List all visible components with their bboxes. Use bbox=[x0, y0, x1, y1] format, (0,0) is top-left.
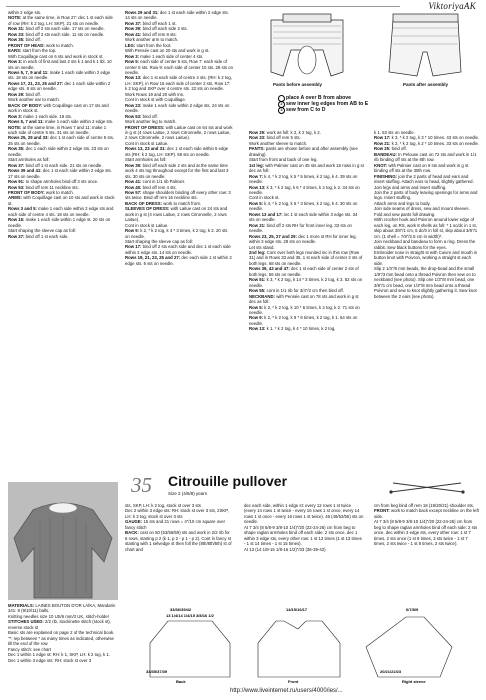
front-piece-outline bbox=[258, 621, 340, 677]
paragraph: Row 5: k 2, * k 2 tog, k 10 * 6 times, k 2 tog, k 2. 71 sts on needle. bbox=[249, 304, 360, 315]
schematic-drawings bbox=[140, 603, 481, 685]
paragraph: Dec 1 within 3 edge sts: RH: stock st over 3 bbox=[8, 657, 92, 663]
pants-after-waistband bbox=[393, 14, 458, 22]
front-label: Front bbox=[288, 679, 299, 684]
paragraph: Work another leg to match. bbox=[125, 119, 177, 125]
paragraph: within 2 edge sts. bbox=[8, 10, 42, 15]
paragraph: Row 13: dec 1 st each side of centre 4 sts. (RH: k 2 tog, LH: SKP), in Row 15 each side of center 2 sts, Row 17: k 2 tog and SKP over 4 centre sts. 22 sts on needle. bbox=[125, 75, 233, 92]
paragraph: Rows 29 and 31: dec 1 st each side within 2 edge sts. 14 sts on needle. bbox=[125, 10, 229, 21]
paragraph: Row 29: bind off. bbox=[8, 91, 41, 97]
paragraph: Row 53: bind off. bbox=[125, 113, 158, 119]
legend-text: sew inner leg edges from AB to E bbox=[286, 101, 369, 108]
paragraph: Start shaping the sleeve cap as foll: bbox=[125, 239, 193, 245]
paragraph: With Coquillage cast on 6 sts and work in stock st. bbox=[8, 53, 104, 59]
pants-after-shape bbox=[389, 20, 461, 76]
paragraph: Rows 39 and 41: dec 1 st each side within 2 edge sts. 17 sts on needle. bbox=[8, 168, 112, 179]
paragraph: Row 55: cont in 1/1 rib for 3/4"/2 cm then bind off. bbox=[249, 288, 344, 294]
paragraph: Row 57: shape shoulders binding off every other row: 3 sts twice. Bind off rem 16 neckline sts. bbox=[125, 189, 231, 201]
column-4-text bbox=[374, 130, 480, 299]
paragraph: Rows 13 and 17: inc 1 st each side within 3 edge sts. 34 sts on needle. bbox=[249, 211, 358, 223]
pullover-text-col1 bbox=[125, 503, 233, 552]
paragraph: Row 5: k 4, * k 2 tog, k 6 * 3 times, k 2 tog, k 4. 30 sts on needle. bbox=[249, 200, 358, 212]
paragraph: Row 7: k 4, * k 2 tog, k 5 * 5 times, k 2 tog, k 4. 39 sts on needle. bbox=[249, 173, 358, 185]
paragraph: BACK OF BODY: with Coquillage cast on 17 sts and work in stock st. bbox=[8, 102, 109, 114]
paragraph: Row 37: bind off 1 st each side. 21 sts on needle. bbox=[8, 162, 103, 168]
brand-signature: ViktoriyaAK bbox=[428, 1, 476, 11]
paragraph: 1st leg: with Palmier cast on 45 sts and work 18 rows in g st dec as foll: bbox=[249, 162, 364, 174]
paragraph: Row 5: each side of center 6 sts, Row 7: each side of center 8 sts. Row 9: each side of center 10 sts. 28 sts on needle. bbox=[125, 59, 233, 75]
paragraph: At 7 3/4 (8 5/8-9 3/8-10 1/4)"/20 (22-24-26) cm from beg to shape raglan armholes bind off each side: 2 sts once, dec 1 within 3 edge sts, every other row: 1 st 12 times (1 st 13 times - 1 st 14 times - 1 st 15 times). bbox=[244, 524, 362, 547]
paragraph: Row 27: bind off 1 st each side. bbox=[8, 233, 69, 239]
paragraph: NECKBAND: with Pensée cast on 78 sts and work in g st dec as foll: bbox=[249, 293, 359, 305]
paragraph: Join legs and arms and insert stuffing. bbox=[374, 184, 447, 190]
paragraph: Join neckband and bandeau to form a ring. Dress the rabbit. Sew black buttons for the eyes. bbox=[374, 239, 476, 250]
sleeve-label: Right sleeve bbox=[402, 679, 426, 684]
paragraph: Dec 1 within 1 edge st: RH: k 1, SKP, LH: k 2 tog, k 1. bbox=[8, 652, 110, 658]
paragraph: With crochet hook and Poivron around lower edge of each leg, on RS, work 8 shells as foll: * 1 sc/dc in 1 st, skip about 3/8"/1 cm, 6 dc/tr in foll st, skip about 3/8"/1 cm. (1 shell = 7/8"/2.5 cm in width)*. bbox=[374, 217, 478, 239]
paragraph: Row 31: bind off 2 sts each side. 17 sts on needle. bbox=[8, 26, 105, 32]
paragraph: Cont in stock st with Coquillage. bbox=[125, 97, 186, 103]
paragraph: Attach arms and legs to body. bbox=[374, 200, 431, 206]
paragraph: Row 29: work as foll: k 2, k 2 tog, k 2. bbox=[249, 130, 321, 135]
front-top-measure: 14/15/16/17 bbox=[286, 607, 308, 612]
paragraph: Row 15: make 1 each side within 1 edge st. 20 sts on needle. bbox=[8, 217, 111, 228]
paragraph: Rows 3 and 5: make 1 each side within 2 edge sts and each side of centre 4 sts. 18 sts on needle. bbox=[8, 206, 114, 217]
materials-text bbox=[8, 603, 118, 663]
paragraph: Knitting needles size 10 US/6 mm/3 UK, stitch-holder bbox=[8, 613, 110, 619]
paragraph: FRONT: work to match back except neckline on the left side. bbox=[374, 508, 479, 519]
paragraph: Rows 19, 21, 23, 25 and 27: dec each side 1 st within 2 edge sts. 6 sts on needle. bbox=[125, 255, 232, 266]
column-1-text bbox=[8, 10, 116, 239]
paragraph: Row 51: k 3, * k 2 tog, k 14 * 3 times, k 2 tog, k 3. 52 sts on needle. bbox=[249, 277, 363, 288]
paragraph: Row 3: make 1 each side. 19 sts. bbox=[8, 113, 73, 119]
paragraph: Row 17: k 3, * k 2 tog, k 3 * 10 times. 43 sts on needle. bbox=[374, 135, 480, 141]
header-rule bbox=[6, 6, 400, 7]
paragraph: Row 9: k 2, * k 2 tog, k 4 * 3 times, k 2 tog, k 2. 20 sts on needle. bbox=[125, 228, 228, 239]
back-top-measure: 33/36/39/42 bbox=[170, 607, 192, 612]
paragraph: Join side seams of dress, sew and mount sleeves. bbox=[374, 206, 470, 212]
back-bottom-measure: 33/35/37/39 bbox=[146, 669, 168, 674]
paragraph: Cont in stock st Laitue. bbox=[125, 222, 169, 228]
paragraph: FRONT OF BODY: work to match. bbox=[8, 189, 74, 195]
back-top-measure-inches: 13 1/4/14 1/4/15 3/8/16 1/2 bbox=[166, 613, 214, 618]
legend-text: sew from C to D bbox=[286, 107, 326, 114]
paragraph: Row 13: k 1, * k 2 tog, k 4 * 10 times, k 2 tog, bbox=[249, 326, 336, 332]
paragraph: BACK OF DRESS: work to match front. bbox=[125, 200, 201, 206]
paragraph: NOTE: at the same time, in Row 27: dec 1 st each side of row (RH: k 2 tog, LH: SKP). 21 sts on needle. bbox=[8, 15, 113, 26]
paragraph: NOTE: at the same time, in Rows 7 and 11: make 1 each side of centre 5 sts. 31 sts on needle. bbox=[8, 124, 107, 135]
paragraph: ARMS: with Coquillage cast on 10 sts and work in stock st. bbox=[8, 195, 115, 206]
knitting-needles-icon bbox=[389, 480, 465, 494]
paragraph: Row 37: bind off each 1 st. bbox=[125, 20, 177, 26]
column-2-text bbox=[125, 10, 233, 266]
paragraph: GAUGE: 15 sts and 21 rows = 4"/10 cm square over fancy stitch bbox=[125, 519, 226, 530]
pattern-name: Citrouille pullover bbox=[168, 473, 288, 489]
paragraph: LEG: start from the foot. bbox=[125, 42, 172, 48]
paragraph: BACK: cast on 50 (53/56/59) sts and work in 2/2 rib for 6 rows, starting p 2 (k 1, p 2 - p 1 - p 2). Cont in fancy st starting with 1 selvedge st then foll the (8th/8th/5th) st of chart and bbox=[125, 530, 232, 552]
footer-url: http://www.liveinternet.ru/users/4000/ies/... bbox=[230, 688, 343, 694]
before-caption: Pants before assembly bbox=[273, 82, 323, 87]
paragraph: Row 33: bind off rem 5 sts. bbox=[249, 135, 301, 141]
paragraph: EARS: start from the top. bbox=[8, 48, 57, 54]
paragraph: Row 21: k 2, * k 2 tog, k 2 * 10 times. 33 sts on needle. bbox=[374, 140, 480, 146]
pullover-text-col2 bbox=[244, 503, 364, 552]
paragraph: Row 21: bind off 2 sts RH for front inner leg. 32 sts on needle. bbox=[249, 222, 352, 234]
paragraph: At 13 (14 1/8-15 1/8-16 1/2)"/33 (36-39-42) bbox=[244, 546, 326, 552]
paragraph: Work another ear to match. bbox=[8, 97, 60, 103]
paragraph: dec each side, within 1 edge st: every 12 rows 1 st twice (every 14 rows 1 st twice - every 16 rows 1 st once, every 14 rows 1 st once - every 16 rows 1 st twice). 46 (49/52/55) sts on needle. bbox=[244, 503, 364, 525]
paragraph: Dec 2 within 3 edge sts: RH: stock st over 3 sts, 2SKP, LH: k 3 tog, stock st over 3 sts bbox=[125, 508, 229, 519]
paragraph: Row 41: cont in 1/1 rib Palmier. bbox=[125, 179, 186, 185]
paragraph: Cont in stock st. bbox=[249, 195, 280, 201]
paragraph: Row 35: dec 1 each side within 2 edge sts. 23 sts on needle. bbox=[8, 146, 109, 157]
paragraph: Row 17: bind off 2 sts each side and dec 1 st each side within 2 edge sts. 14 sts on needle. bbox=[125, 244, 231, 255]
paragraph: Row 33: bind off 3 sts each side. 11 sts on needle. bbox=[8, 31, 105, 37]
back-label: Back bbox=[176, 679, 186, 684]
paragraph: Fold and sew pants foll drawing. bbox=[374, 211, 436, 217]
paragraph: Row 23: make 1 each side within 2 edge sts. 24 sts on needle. bbox=[125, 102, 230, 114]
paragraph: 2nd leg: Cont over both legs reunited inc in this row (Row 31) and in Rows 33 and 35. 1 st each side of center 2 sts of both legs. 68 sts on needle. bbox=[249, 249, 363, 266]
paragraph: Row 3: in each of first and last 2 sts k 1 and k 1 tbl. 10 sts on needle. bbox=[8, 59, 112, 70]
paragraph: At 7 3/4 (8 5/8-9 3/8-10 1/4)"/20 (22-24-26) cm from beg to shape raglan armholes bind off each side: 2 sts once, dec within 3 edge sts, every other row: 1 st 7 times, 2 sts once (1 st 8 times, 2 sts twice - 1 st 7 times, 2 sts twice - 1 st 8 times, 2 sts twice). bbox=[374, 519, 478, 547]
paragraph: Rows 13, 23 and 31: dec 1 st each side within 5 edge sts (RH: k 2 tog, LH: SKP). 58 sts on needle. bbox=[125, 146, 229, 157]
paragraph: Start armholes as foll: bbox=[8, 157, 50, 163]
paragraph: Slip 2 1/3"/6 mm beads, the drop-bead and the small 1/8"/3 mm bead onto a thread Poivron then sew on to neckband (see photo). Slip one 1/3"/8 mm bead, one 3/8"/1 cm bead, one 1/3"/8 mm bead onto a thread Poivron and sew to knot slightly gathering it. Sew knot between the 2 ears (see photo). bbox=[374, 266, 477, 299]
paragraph: Row 41: bind off rem 8 sts. bbox=[125, 31, 177, 37]
paragraph: Fancy stitch: see chart bbox=[8, 646, 51, 652]
sleeve-top-measure: 6/7/8/9 bbox=[406, 607, 419, 612]
paragraph: Basic sts are explained on page 2 of the technical book. bbox=[8, 630, 115, 636]
pullover-schematic bbox=[140, 603, 481, 685]
paragraph: k 1. 53 sts on needle. bbox=[374, 130, 415, 135]
paragraph: BANDEAU: In Pelouse cast on 72 sts and work in 1/1 rib binding off sts at the 8th row. bbox=[374, 151, 477, 163]
pullover-text-col3 bbox=[374, 503, 480, 547]
pattern-number: 35 bbox=[131, 473, 152, 497]
paragraph: FRONT OF DRESS: with Laitue cast on 64 sts and work in g st (4 rows Laitue, 2 rows Citronnelle, 2 rows Laitue, 2 rows Citronnelle, 2 rows Laitue). bbox=[125, 124, 233, 141]
pullover-illustration bbox=[8, 482, 118, 600]
paragraph: Work Rows 19 and 20 with Ins. bbox=[125, 91, 185, 97]
paragraph: Row 9: k 2, * k 2 tog, k 9 * 6 times, k 2 tog, k 1. 64 sts on needle. bbox=[249, 315, 358, 326]
paragraph: sts, SKP, LH: k 2 tog, stock st over 3 sts bbox=[125, 503, 201, 508]
paragraph: MATERIALS: LAINES BOUTON D'OR LAÏKA, Mandarin 341: 8 (9/10/11) balls. bbox=[8, 603, 116, 614]
paragraph: Work another sleeve to match. bbox=[249, 140, 308, 146]
diagram-legend bbox=[278, 95, 368, 114]
paragraph: KNOT: with Palmier cast on 9 sts and work in g st binding off sts at the 30th row. bbox=[374, 162, 469, 174]
paragraph: Cont in stock st Laitue. bbox=[125, 140, 169, 146]
paragraph: Row 35: bind off. bbox=[8, 37, 41, 43]
paragraph: Rows 5, 7, 9 and 11: make 1 each side within 2 edge sts. 18 sts on needle. bbox=[8, 69, 110, 81]
paragraph: Rows 25, 29 and 33: dec 1 st each side of centre 5 sts. 25 sts on needle. bbox=[8, 135, 115, 146]
paragraph: FRONT OF HEAD: work to match. bbox=[8, 42, 74, 48]
paragraph: Start from front and back of one leg. bbox=[249, 157, 318, 163]
paragraph: Row 3: make 1 each side of center 4 sts. bbox=[125, 53, 204, 59]
paragraph: Row 25: bind off. bbox=[374, 146, 407, 152]
paragraph: Row 91: to shape armholes bind off 3 sts once. bbox=[8, 179, 99, 185]
paragraph: Row 39: bind off each side 2 sts and at the same time work 4 sts tog throughout except for the first and last 3 sts. 30 sts on needle. bbox=[125, 162, 229, 179]
sleeve-piece-outline bbox=[366, 617, 452, 677]
paragraph: Rows 39, 43 and 47: dec 1 st each side of center 2 sts of both legs. 56 sts on needle. bbox=[249, 266, 359, 277]
paragraph: Start shaping the sleeve cap as foll: bbox=[8, 228, 76, 234]
paragraph: SLEEVES OF DRESS: with Laitue cast on 24 sts and work in g st (4 rows Laitue, 2 rows Citronnelle, 2 rows Laitue). bbox=[125, 206, 228, 223]
paragraph: With Pensée cast on 20 sts and work in g st. bbox=[125, 48, 210, 54]
paragraph: Row 45: bind off rem 4 sts. bbox=[125, 184, 177, 190]
sleeve-bottom-measure: 20/21/22/23 bbox=[380, 669, 402, 674]
pullover-photo bbox=[8, 482, 118, 600]
paragraph: Embroider nose in straight st with Cuivre and mouth in button knot with Poivron, working a straight st each side. bbox=[374, 249, 478, 266]
pattern-size: Size 2 (4/6/8) years bbox=[168, 491, 208, 496]
paragraph: Join the 2 parts of body leaving openings for arms and legs. Insert stuffing. bbox=[374, 189, 478, 201]
paragraph: STITCHES USED: 2/2 rib, stockinette stitch (stock st), reverse stock st bbox=[8, 619, 111, 630]
paragraph: Rows 5, 7 and 11: make 1 each side within 2 edge sts. bbox=[8, 119, 114, 125]
pants-before-waistband bbox=[283, 14, 331, 22]
paragraph: Work another arm to match. bbox=[125, 37, 179, 43]
paragraph: Row 53: bind off rem 11 neckline sts. bbox=[8, 184, 79, 190]
paragraph: Row 13: k 3, * k 2 tog, k 6 * 4 times, k 2 tog, k 2. 34 sts on needle. bbox=[249, 184, 360, 195]
legend-text: place A over B from above bbox=[286, 95, 352, 101]
paragraph: Rows 17, 21, 23, 25 and 27: dec 1 each side within 2 edge sts. 8 sts on needle. bbox=[8, 80, 111, 92]
paragraph: PANTS: pants are shown before and after assembly (see drawing). bbox=[249, 146, 358, 157]
pattern-title-bar bbox=[125, 471, 485, 501]
legend-item bbox=[278, 107, 368, 113]
legend-number-badge: 2 bbox=[278, 101, 285, 108]
paragraph: Row 39: bind off each side 2 sts. bbox=[125, 26, 188, 32]
paragraph: Rows 23, 25, 27 and 29: dec 1 more st RH for inner leg, within 3 edge sts. 28 sts on needle. bbox=[249, 233, 357, 245]
legend-number-badge: 3 bbox=[278, 107, 285, 114]
paragraph: Start armholes as foll: bbox=[125, 157, 167, 163]
paragraph: "*: rep between * as many times as indicated, otherwise till the end of the row bbox=[8, 635, 114, 647]
paragraph: FINISHING: join the 2 parts of head and ears and insert stuffing. Attach ears to head, slightly gathered. bbox=[374, 173, 474, 185]
column-3-text bbox=[249, 130, 364, 332]
paragraph: cm from beg bind off rem 18 (19/20/21) shoulder sts. bbox=[374, 503, 474, 508]
paragraph: Let sts stand. bbox=[249, 244, 275, 250]
after-caption: Pants after assembly bbox=[403, 82, 449, 87]
